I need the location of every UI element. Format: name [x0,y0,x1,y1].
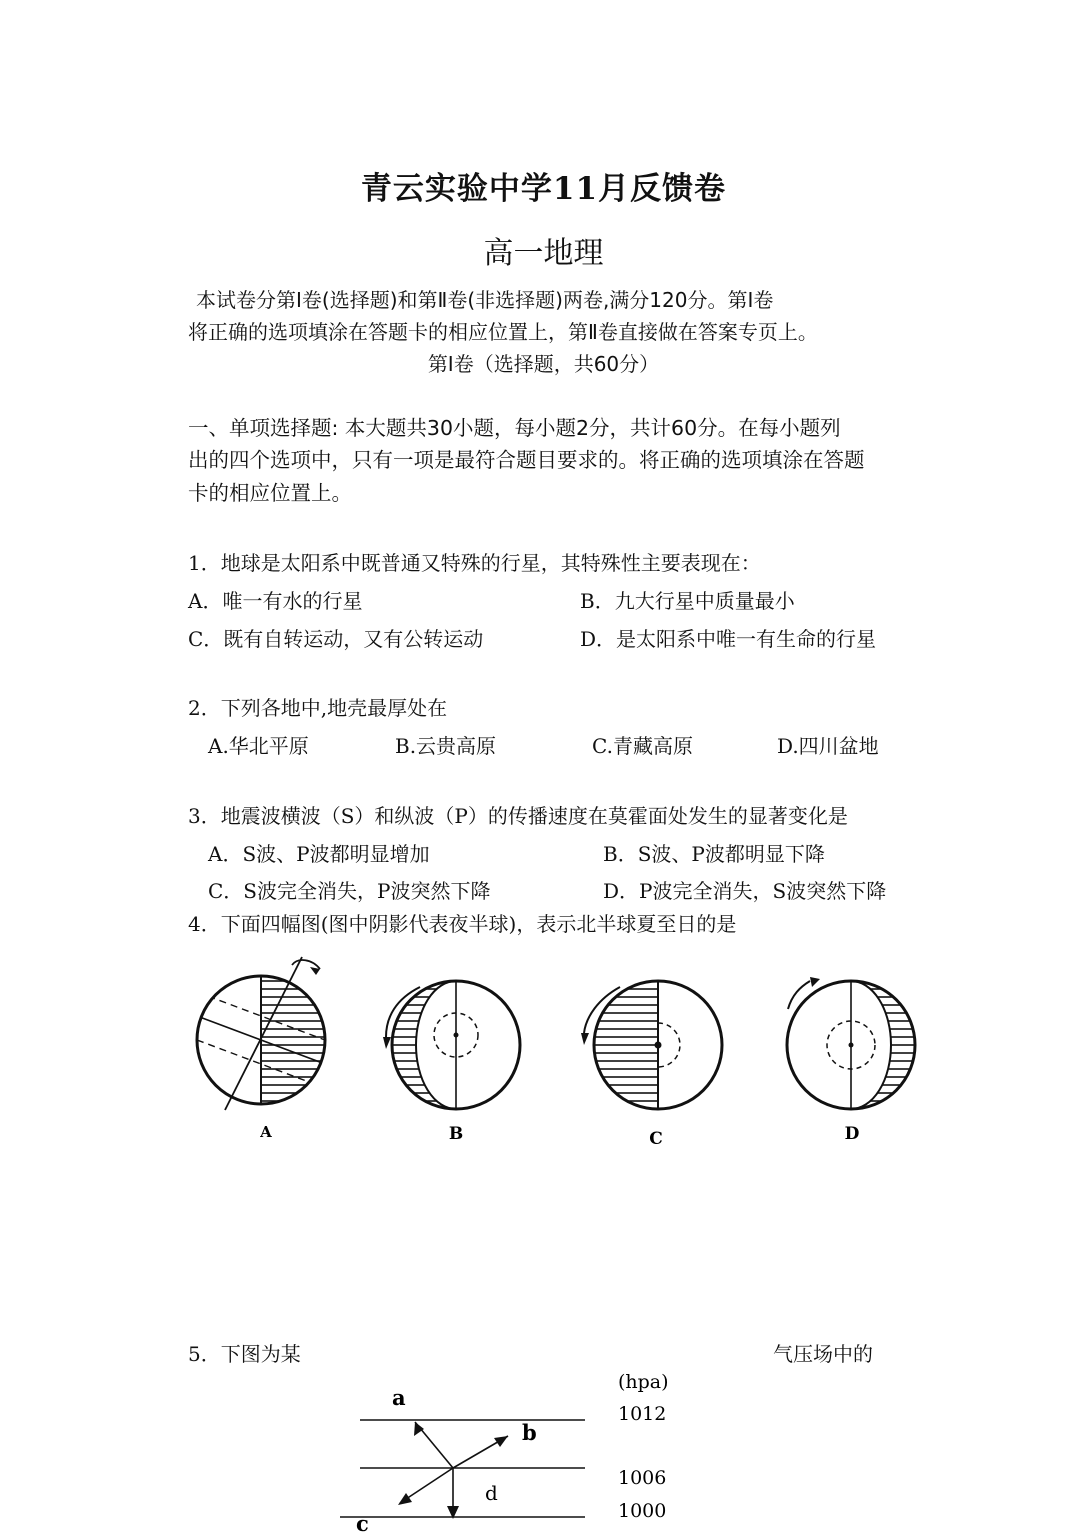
intro-line-2: 将正确的选项填涂在答题卡的相应位置上，第Ⅱ卷直接做在答案专页上。 [188,320,818,344]
question-3-option-d: D．P波完全消失，S波突然下降 [603,879,887,903]
globe-a [197,957,325,1110]
section-instructions-line-3: 卡的相应位置上。 [188,481,352,505]
question-4-figure [180,945,940,1155]
figure-label-b: B [448,1124,464,1144]
question-3-option-c: C．S波完全消失，P波突然下降 [208,879,491,903]
question-3-option-a: A．S波、P波都明显增加 [208,842,430,866]
section-instructions-line-1: 一、单项选择题: 本大题共30小题，每小题2分，共计60分。在每小题列 [188,416,841,440]
globe-c [581,981,722,1109]
point-label-a: a [392,1385,406,1410]
question-3-stem: 3．地震波横波（S）和纵波（P）的传播速度在莫霍面处发生的显著变化是 [188,804,848,828]
question-1-option-a: A．唯一有水的行星 [188,589,363,613]
globe-b [383,981,520,1109]
point-label-c: c [356,1511,369,1536]
question-1-option-c: C．既有自转运动，又有公转运动 [188,627,484,651]
figure-label-a: A [260,1123,272,1141]
globe-d [787,977,915,1109]
isobar-label-1012: 1012 [618,1403,667,1425]
question-3-option-b: B．S波、P波都明显下降 [603,842,825,866]
question-2-option-c: C.青藏高原 [592,734,693,758]
question-5-stem-left: 5．下图为某 [188,1342,301,1366]
figure-label-d: D [844,1124,860,1144]
question-5-figure [330,1360,730,1536]
point-label-b: b [522,1420,537,1445]
page-subtitle: 高一地理 [483,236,604,271]
question-2-stem: 2．下列各地中,地壳最厚处在 [188,696,448,720]
question-5-stem-right: 气压场中的 [773,1342,873,1366]
question-2-option-a: A.华北平原 [208,734,309,758]
isobar-label-1006: 1006 [618,1467,667,1489]
point-label-d: d [485,1481,498,1505]
intro-line-1: 本试卷分第Ⅰ卷(选择题)和第Ⅱ卷(非选择题)两卷,满分120分。第Ⅰ卷 [196,288,774,312]
question-1-option-d: D．是太阳系中唯一有生命的行星 [580,627,877,651]
question-2-option-b: B.云贵高原 [395,734,497,758]
question-1-option-b: B．九大行星中质量最小 [580,589,795,613]
section-instructions-line-2: 出的四个选项中，只有一项是最符合题目要求的。将正确的选项填涂在答题 [188,448,865,472]
question-2-option-d: D.四川盆地 [777,734,879,758]
isobar-label-1000: 1000 [618,1500,667,1522]
question-1-stem: 1．地球是太阳系中既普通又特殊的行星，其特殊性主要表现在： [188,551,761,575]
page-title: 青云实验中学11月反馈卷 [360,171,727,207]
question-4-stem: 4．下面四幅图(图中阴影代表夜半球)，表示北半球夏至日的是 [188,912,737,936]
pressure-unit-label: (hpa) [618,1371,669,1393]
figure-label-c: C [649,1129,663,1149]
part-one-heading: 第Ⅰ卷（选择题，共60分） [427,352,660,376]
